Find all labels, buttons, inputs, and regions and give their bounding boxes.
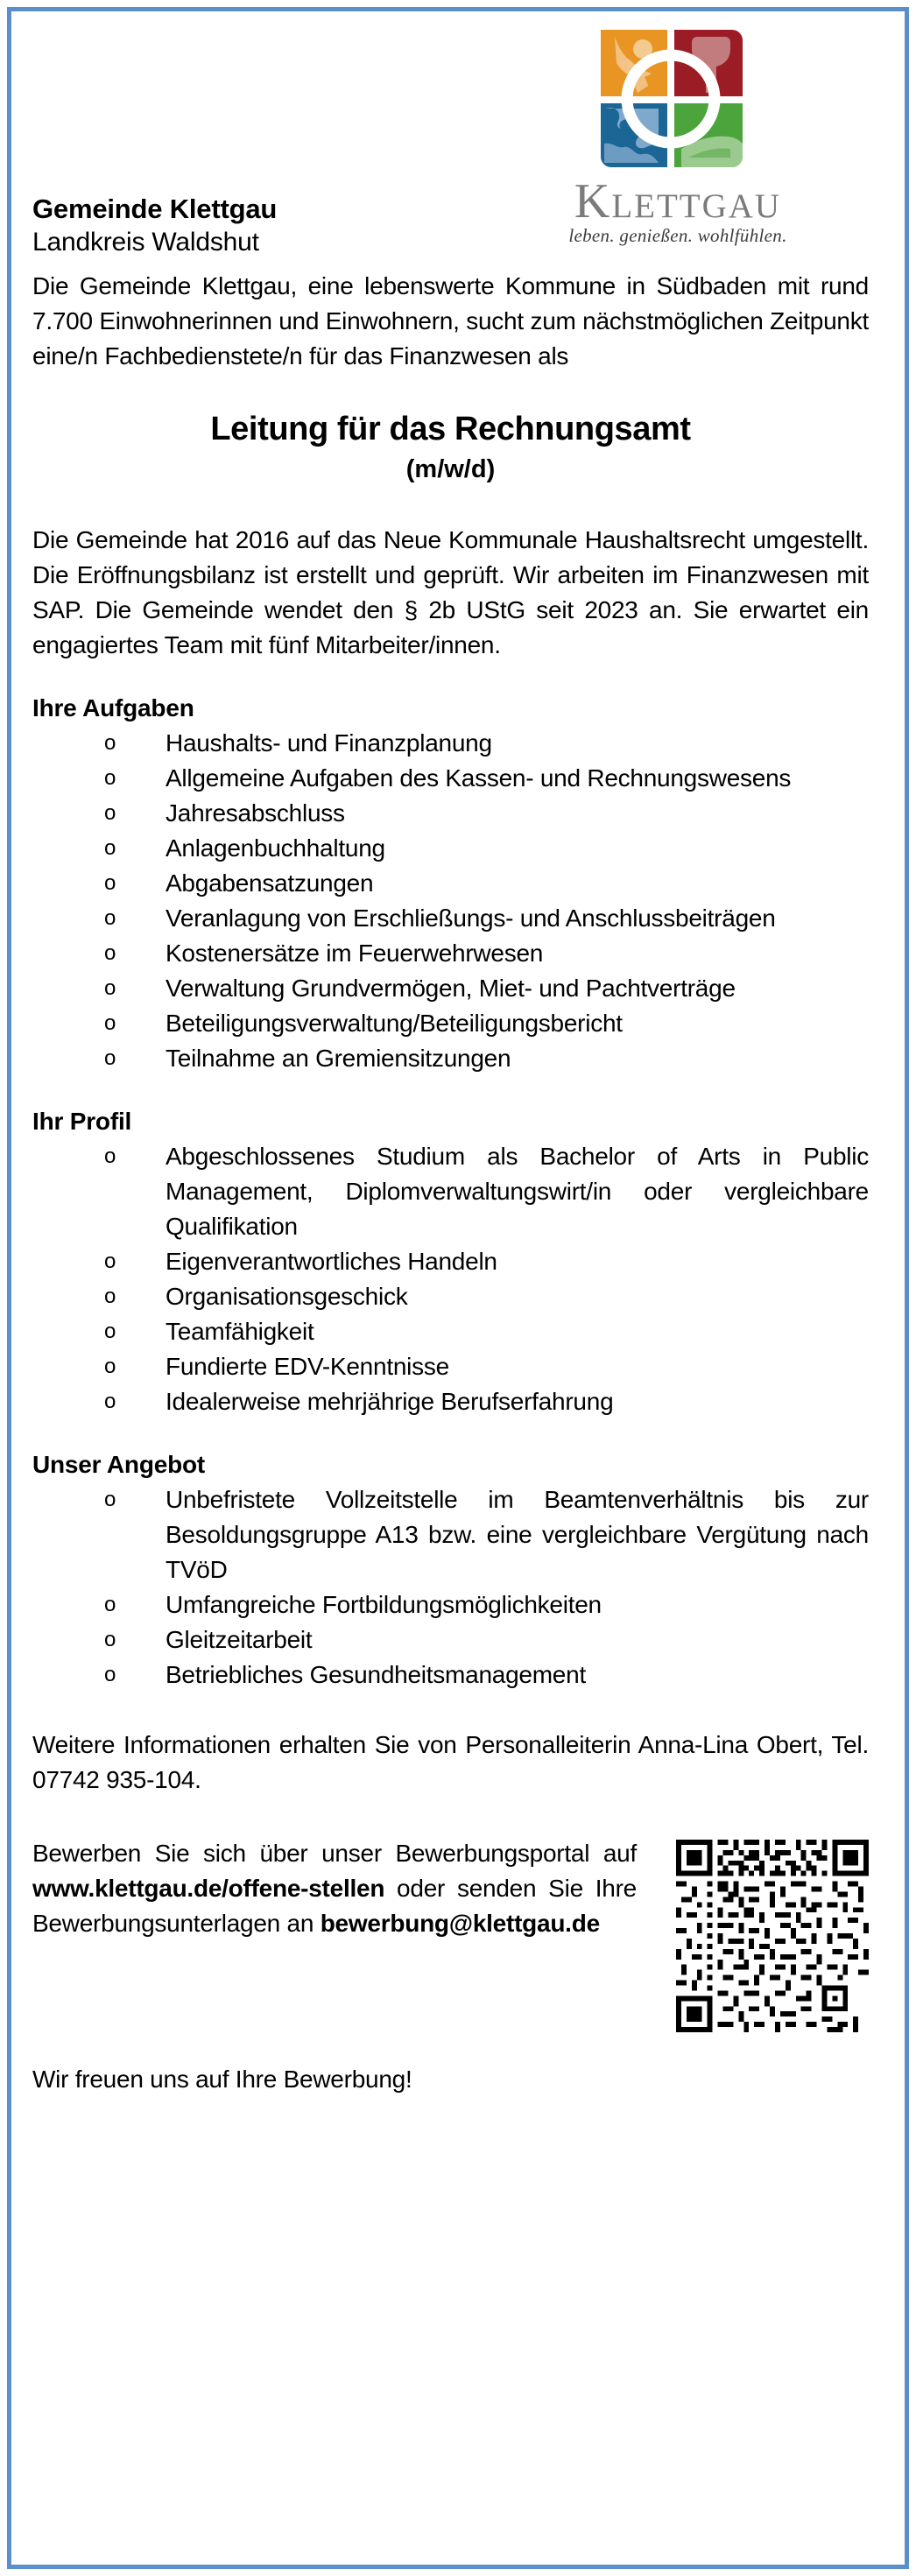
list-item: o Teamfähigkeit: [32, 1314, 869, 1349]
content-area: [32, 7, 869, 2546]
apply-lead-text: Bewerben Sie sich über unser Bewerbungsportal auf: [32, 1840, 637, 1867]
list-item: o Beteiligungsverwaltung/Beteiligungsbericht: [32, 1006, 869, 1041]
section-title-offer: Unser Angebot: [32, 1451, 206, 1478]
list-item: o Abgeschlossenes Studium als Bachelor of Arts in Public Management, Diplomverwaltungswirt/in oder vergleichbare Qualifikation: [32, 1139, 869, 1244]
section-offer: [32, 1449, 869, 1693]
intro-paragraph: Die Gemeinde Klettgau, eine lebenswerte Kommune in Südbaden mit rund 7.700 Einwohnerinnen und Einwohnern, sucht zum nächstmöglichen Zeitpunkt eine/n Fachbedienstete/n für das Finanzwesen als: [32, 272, 869, 370]
section-title-tasks: Ihre Aufgaben: [32, 694, 194, 721]
organization-name: Gemeinde Klettgau: [32, 194, 278, 224]
section-title-profile: Ihr Profil: [32, 1108, 132, 1135]
list-item: o Unbefristete Vollzeitstelle im Beamtenverhältnis bis zur Besoldungsgruppe A13 bzw. eine vergleichbare Vergütung nach TVöD: [32, 1482, 869, 1587]
apply-paragraph: [32, 1836, 637, 1941]
list-item: o Betriebliches Gesundheitsmanagement: [32, 1658, 869, 1693]
list-item: o Idealerweise mehrjährige Berufserfahrung: [32, 1384, 869, 1419]
organization-block: [32, 193, 277, 259]
list-item: o Anlagenbuchhaltung: [32, 831, 869, 866]
tasks-list: [32, 726, 869, 1076]
list-item: o Haushalts- und Finanzplanung: [32, 726, 869, 761]
list-item: o Eigenverantwortliches Handeln: [32, 1244, 869, 1279]
list-item: o Abgabensatzungen: [32, 866, 869, 901]
list-item: o Kostenersätze im Feuerwehrwesen: [32, 936, 869, 971]
closing-line: Wir freuen uns auf Ihre Bewerbung!: [32, 2066, 412, 2093]
logo-wordmark: Klettgau: [574, 174, 782, 229]
apply-email-link[interactable]: bewerbung@klettgau.de: [320, 1910, 600, 1937]
job-title: Leitung für das Rechnungsamt: [210, 411, 691, 447]
apply-block: [32, 1836, 869, 2036]
offer-list: [32, 1482, 869, 1693]
klettgau-logo-mark-icon: [597, 18, 753, 179]
list-item: o Veranlagung von Erschließungs- und Anschlussbeiträgen: [32, 901, 869, 936]
list-item: o Organisationsgeschick: [32, 1279, 869, 1314]
apply-middle-text: oder senden Sie Ihre Bewerbungsunterlagen an: [32, 1875, 637, 1937]
logo-tagline: leben. genießen. wohlfühlen.: [568, 225, 787, 246]
apply-website-link[interactable]: www.klettgau.de/offene-stellen: [32, 1875, 385, 1902]
organization-district: Landkreis Waldshut: [32, 228, 259, 257]
job-title-gender-suffix: (m/w/d): [405, 455, 496, 483]
list-item: o Verwaltung Grundvermögen, Miet- und Pachtverträge: [32, 971, 869, 1006]
klettgau-logo: [494, 18, 862, 250]
list-item: o Gleitzeitarbeit: [32, 1622, 869, 1658]
list-item: o Teilnahme an Gremiensitzungen: [32, 1041, 869, 1076]
list-item: o Umfangreiche Fortbildungsmöglichkeiten: [32, 1587, 869, 1622]
qr-code-icon[interactable]: [676, 1840, 869, 2032]
header: [32, 7, 869, 257]
list-item: o Jahresabschluss: [32, 796, 869, 831]
list-item: o Fundierte EDV-Kenntnisse: [32, 1349, 869, 1384]
profile-list: [32, 1139, 869, 1419]
context-paragraph: Die Gemeinde hat 2016 auf das Neue Kommunale Haushaltsrecht umgestellt. Die Eröffnungsbilanz ist erstellt und geprüft. Wir arbeiten im Finanzwesen mit SAP. Die Gemeinde wendet den § 2b UStG seit 2023 an. Sie erwartet ein engagiertes Team mit fünf Mitarbeiter/innen.: [32, 526, 869, 658]
list-item: o Allgemeine Aufgaben des Kassen- und Rechnungswesens: [32, 761, 869, 796]
section-profile: [32, 1106, 869, 1419]
contact-paragraph: Weitere Informationen erhalten Sie von Personalleiterin Anna-Lina Obert, Tel. 07742 935-104.: [32, 1731, 869, 1793]
section-tasks: [32, 693, 869, 1076]
